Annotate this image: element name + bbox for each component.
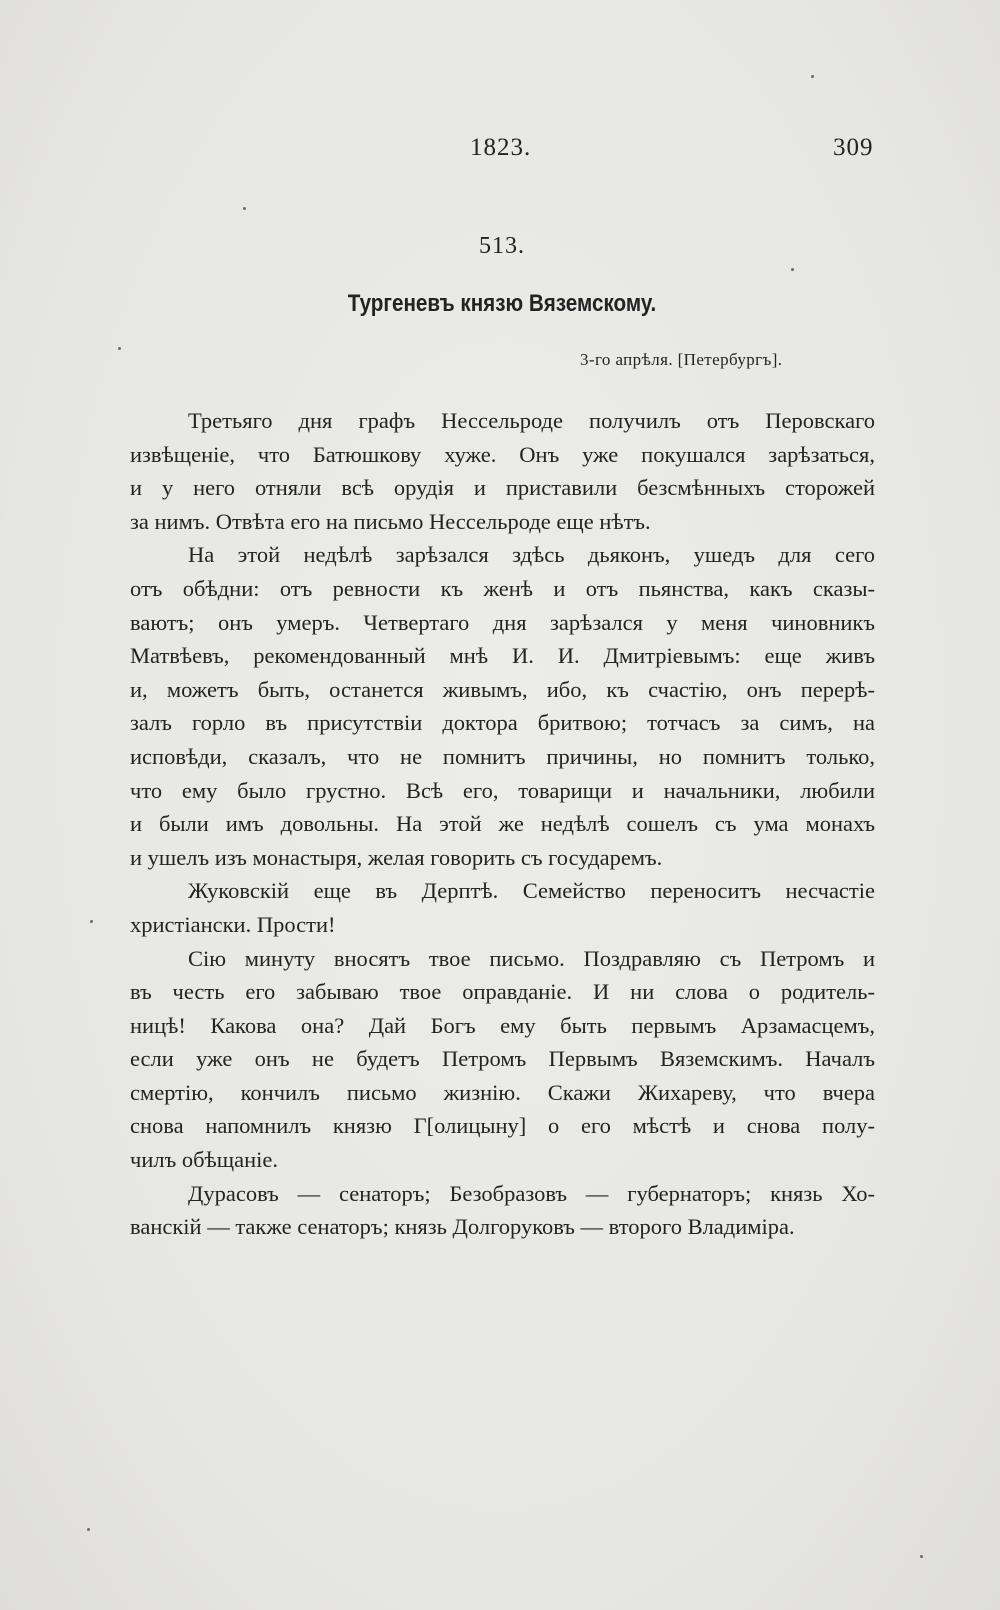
text-line: въ честь его забываю твое оправданіе. И ни слова о родитель- bbox=[130, 979, 875, 1005]
text-line: залъ горло въ присутствіи доктора бритвою; тотчасъ за симъ, на bbox=[130, 710, 875, 736]
page-number: 309 bbox=[833, 134, 874, 161]
text-line: извѣщеніе, что Батюшкову хуже. Онъ уже покушался зарѣзаться, bbox=[130, 441, 875, 467]
text-line: и ушелъ изъ монастыря, желая говорить съ государемъ. bbox=[130, 844, 663, 870]
text-line: христіански. Прости! bbox=[130, 911, 336, 937]
text-line: ванскій — также сенаторъ; князь Долгоруковъ — второго Владиміра. bbox=[130, 1214, 795, 1240]
paragraph bbox=[130, 874, 875, 941]
letter-title: Тургеневъ князю Вяземскому. bbox=[347, 290, 657, 317]
paper-speck bbox=[791, 268, 794, 271]
text-line: ницѣ! Какова она? Дай Богъ ему быть первымъ Арзамасцемъ, bbox=[130, 1012, 875, 1038]
text-line: если уже онъ не будетъ Петромъ Первымъ Вяземскимъ. Началъ bbox=[130, 1046, 875, 1072]
text-line: снова напомнилъ князю Г[олицыну] о его мѣстѣ и снова полу- bbox=[130, 1113, 875, 1139]
running-head bbox=[0, 134, 1000, 170]
paper-speck bbox=[920, 1555, 923, 1558]
paragraph bbox=[130, 404, 875, 538]
paper-speck bbox=[118, 347, 121, 350]
text-line: смертію, кончилъ письмо жизнію. Скажи Жихареву, что вчера bbox=[130, 1079, 875, 1105]
text-line: чилъ обѣщаніе. bbox=[130, 1147, 278, 1173]
text-line: Сію минуту вносятъ твое письмо. Поздравляю съ Петромъ и bbox=[188, 945, 875, 971]
paragraph bbox=[130, 538, 875, 874]
letter-dateline: 3-го апрѣля. [Петербургъ]. bbox=[580, 350, 783, 369]
text-line: Дурасовъ — сенаторъ; Безобразовъ — губернаторъ; князь Хо- bbox=[188, 1180, 875, 1206]
paragraph bbox=[130, 1177, 875, 1244]
text-line: отъ обѣдни: отъ ревности къ женѣ и отъ пьянства, какъ сказы- bbox=[130, 575, 875, 601]
text-line: и, можетъ быть, останется живымъ, ибо, къ счастію, онъ перерѣ- bbox=[130, 676, 875, 702]
paper-speck bbox=[87, 1528, 90, 1531]
paper-speck bbox=[243, 207, 246, 210]
text-line: ваютъ; онъ умеръ. Четвертаго дня зарѣзался у меня чиновникъ bbox=[130, 609, 875, 635]
text-line: и у него отняли всѣ орудія и приставили безсмѣнныхъ сторожей bbox=[130, 475, 875, 501]
paper-speck bbox=[811, 75, 814, 78]
text-line: что ему было грустно. Всѣ его, товарищи и начальники, любили bbox=[130, 777, 875, 803]
text-line: исповѣди, сказалъ, что не помнитъ причины, но помнитъ только, bbox=[130, 743, 875, 769]
paragraph bbox=[130, 942, 875, 1177]
text-line: Жуковскій еще въ Дерптѣ. Семейство переноситъ несчастіе bbox=[188, 878, 875, 904]
text-line: Третьяго дня графъ Нессельроде получилъ отъ Перовскаго bbox=[188, 408, 875, 433]
letter-number: 513. bbox=[479, 233, 525, 259]
paper-speck bbox=[90, 920, 93, 923]
text-line: На этой недѣлѣ зарѣзался здѣсь дьяконъ, ушедъ для сего bbox=[188, 542, 875, 568]
text-line: Матвѣевъ, рекомендованный мнѣ И. И. Дмитріевымъ: еще живъ bbox=[130, 643, 875, 669]
letter-body bbox=[130, 404, 875, 1244]
text-line: и были имъ довольны. На этой же недѣлѣ сошелъ съ ума монахъ bbox=[130, 811, 875, 837]
running-head-year: 1823. bbox=[470, 134, 532, 161]
text-line: за нимъ. Отвѣта его на письмо Нессельроде еще нѣтъ. bbox=[130, 508, 651, 534]
